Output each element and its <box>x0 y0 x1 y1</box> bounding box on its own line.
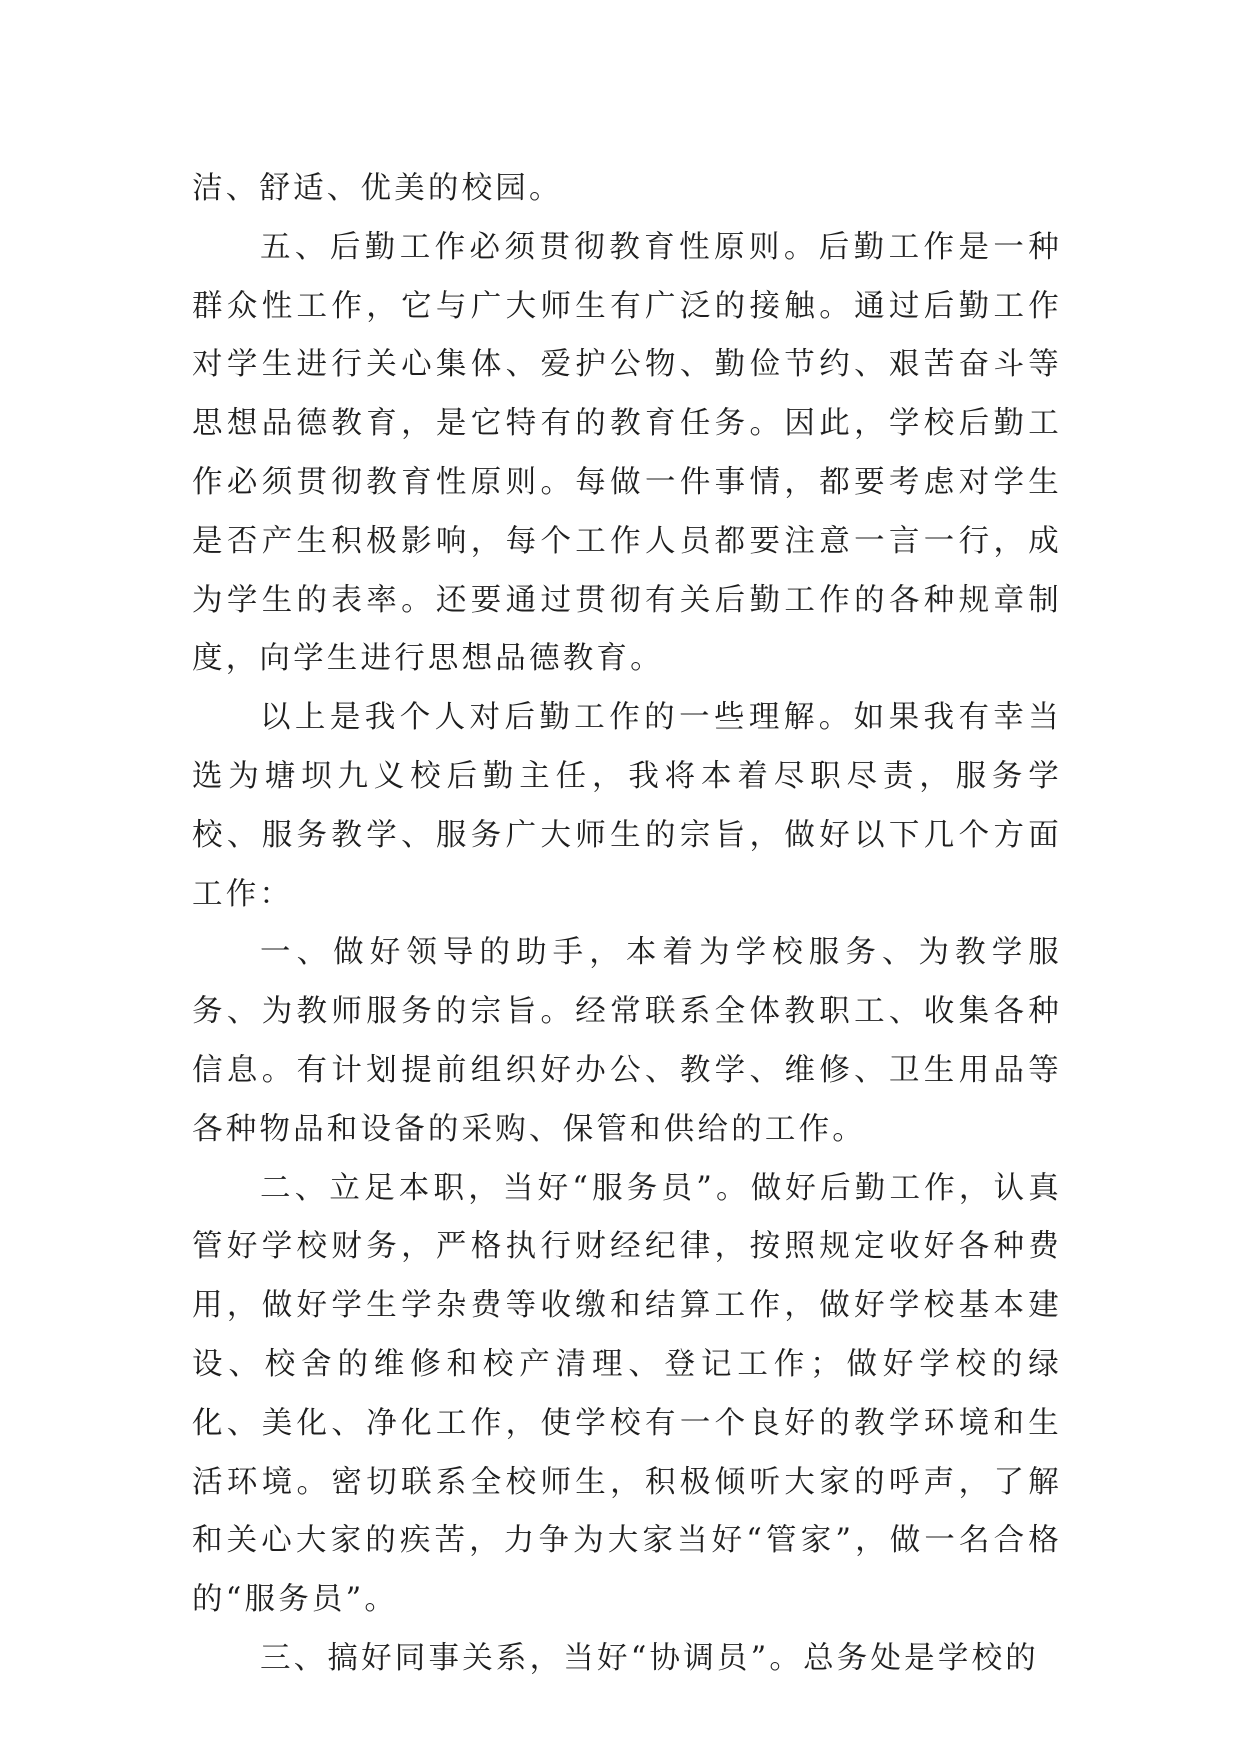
paragraph: 以上是我个人对后勤工作的一些理解。如果我有幸当选为塘坝九义校后勤主任，我将本着尽职尽责，服务学校、服务教学、服务广大师生的宗旨，做好以下几个方面工作： <box>192 700 1062 912</box>
paragraph: 二、立足本职，当好“服务员”。做好后勤工作，认真管好学校财务，严格执行财经纪律，按照规定收好各种费用，做好学生学杂费等收缴和结算工作，做好学校基本建设、校舍的维修和校产清理、登记工作；做好学校的绿化、美化、净化工作，使学校有一个良好的教学环境和生活环境。密切联系全校师生，积极倾听大家的呼声，了解和关心大家的疾苦，力争为大家当好“管家”，做一名合格的“服务员”。 <box>192 1170 1062 1618</box>
paragraph: 洁、舒适、优美的校园。 <box>192 171 563 206</box>
body-text <box>192 160 1062 1689</box>
paragraph: 三、搞好同事关系，当好“协调员”。总务处是学校的 <box>260 1640 1039 1676</box>
paragraph: 一、做好领导的助手，本着为学校服务、为教学服务、为教师服务的宗旨。经常联系全体教职工、收集各种信息。有计划提前组织好办公、教学、维修、卫生用品等各种物品和设备的采购、保管和供给的工作。 <box>192 935 1062 1147</box>
paragraph: 五、后勤工作必须贯彻教育性原则。后勤工作是一种群众性工作，它与广大师生有广泛的接触。通过后勤工作对学生进行关心集体、爱护公物、勤俭节约、艰苦奋斗等思想品德教育，是它特有的教育任务。因此，学校后勤工作必须贯彻教育性原则。每做一件事情，都要考虑对学生是否产生积极影响，每个工作人员都要注意一言一行，成为学生的表率。还要通过贯彻有关后勤工作的各种规章制度，向学生进行思想品德教育。 <box>192 229 1062 677</box>
